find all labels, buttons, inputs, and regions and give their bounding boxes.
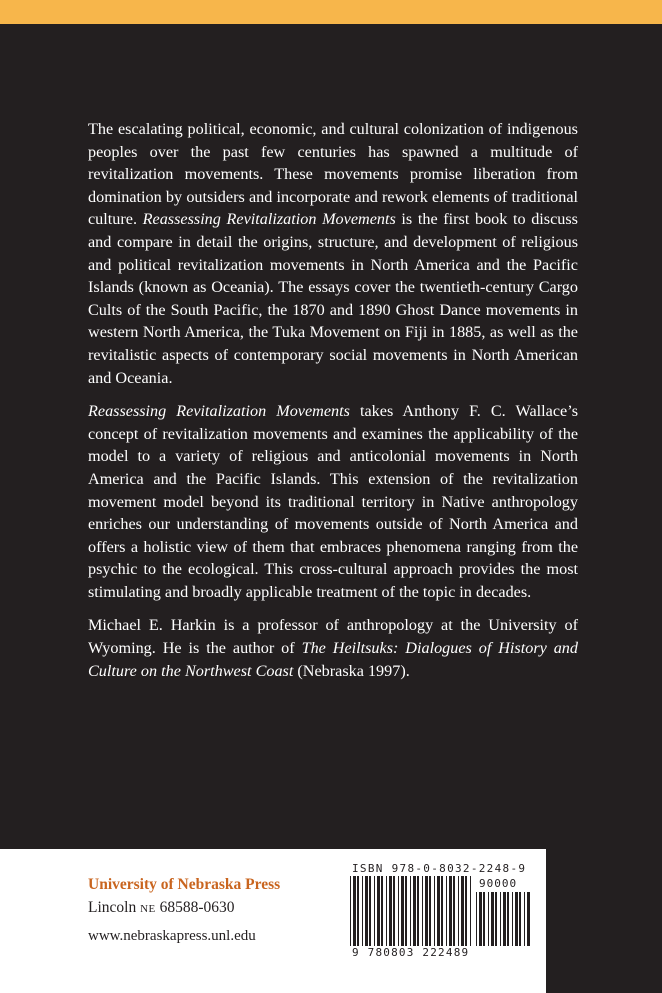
barcode-bar bbox=[410, 876, 411, 946]
publisher-zip: 68588-0630 bbox=[159, 899, 235, 916]
barcode-bar bbox=[527, 892, 530, 946]
text-run: The escalating political, economic, and cultural colonization of indigenous peoples over the past few centuries has spawned a multitude of revitalization movements. These movements promise liberation from domination by outsiders and incorporate and rework elements of traditional culture. bbox=[88, 120, 578, 229]
publisher-website: www.nebraskapress.unl.edu bbox=[88, 928, 256, 944]
back-cover-description bbox=[88, 118, 578, 693]
book-title-italic: Reassessing Revitalization Movements bbox=[142, 210, 396, 229]
barcode-bar bbox=[386, 876, 387, 946]
author-bio-paragraph bbox=[88, 614, 578, 682]
barcode-bar bbox=[500, 892, 501, 946]
barcode-bar bbox=[350, 876, 351, 946]
text-run: Michael E. Harkin is a professor of anthropology at the University of Wyoming. He is the author of bbox=[88, 616, 578, 658]
text-run: takes Anthony F. C. Wallace’s concept of revitalization movements and examines the applicability of the model to a variety of religious and anticolonial movements in North America and the Pacific Islands. This extension of the revitalization movement model beyond its traditional territory in Native anthropology enriches our understanding of movements outside of North America and offers a holistic view of them that embraces phenomena ranging from the psychic to the ecological. This cross-cultural approach provides the most stimulating and broadly applicable treatment of the topic in decades. bbox=[88, 402, 578, 601]
barcode-bar bbox=[491, 892, 494, 946]
publisher-address bbox=[88, 899, 235, 917]
barcode-bar bbox=[449, 876, 452, 946]
barcode-bar bbox=[519, 892, 521, 946]
barcode-bar bbox=[374, 876, 375, 946]
barcode-bar bbox=[437, 876, 440, 946]
barcode-bar bbox=[357, 876, 359, 946]
barcode-bar bbox=[446, 876, 447, 946]
ean-digits-label: 9 780803 222489 bbox=[352, 946, 470, 959]
barcode-bar bbox=[422, 876, 423, 946]
top-color-band bbox=[0, 0, 662, 24]
barcode-bar bbox=[461, 876, 464, 946]
barcode-bar bbox=[413, 876, 416, 946]
barcode-bar bbox=[362, 876, 363, 946]
book-title-italic: The Heiltsuks: Dialogues of History and Culture on the Northwest Coast bbox=[88, 639, 578, 680]
publisher-city: Lincoln bbox=[88, 899, 137, 916]
barcode-bar bbox=[483, 892, 485, 946]
barcode-bar bbox=[458, 876, 459, 946]
publisher-name: University of Nebraska Press bbox=[88, 876, 281, 893]
barcode-bar bbox=[488, 892, 489, 946]
barcode-bar bbox=[393, 876, 395, 946]
barcode-bar bbox=[479, 892, 482, 946]
barcode-bar bbox=[441, 876, 443, 946]
barcode-bar bbox=[405, 876, 407, 946]
barcode-bar bbox=[429, 876, 431, 946]
barcode-bar bbox=[369, 876, 371, 946]
price-code-label: 90000 bbox=[479, 877, 518, 890]
barcode-bar bbox=[389, 876, 392, 946]
ean-barcode-bars bbox=[350, 876, 474, 946]
barcode-bar bbox=[434, 876, 435, 946]
text-run: (Nebraska 1997). bbox=[293, 661, 410, 680]
barcode-bar bbox=[503, 892, 506, 946]
barcode-bar bbox=[353, 876, 356, 946]
book-title-italic: Reassessing Revitalization Movements bbox=[88, 402, 350, 421]
barcode-bar bbox=[512, 892, 513, 946]
barcode-bar bbox=[417, 876, 419, 946]
barcode-bar bbox=[377, 876, 380, 946]
barcode-bar bbox=[524, 892, 525, 946]
spine-strip bbox=[546, 849, 662, 993]
barcode-bar bbox=[401, 876, 404, 946]
barcode-bar bbox=[515, 892, 518, 946]
barcode-bar bbox=[381, 876, 383, 946]
description-paragraph-1 bbox=[88, 118, 578, 389]
barcode-bar bbox=[425, 876, 428, 946]
text-run: is the first book to discuss and compare in detail the origins, structure, and development of religious and political revitalization movements in North America and the Pacific Islands (known as Oceania). The essays cover the twentieth-century Cargo Cults of the South Pacific, the 1870 and 1890 Ghost Dance movements in western North America, the Tuka Movement on Fiji in 1885, as well as the revitalistic aspects of contemporary social movements in North American and Oceania. bbox=[88, 210, 578, 387]
barcode-bar bbox=[476, 892, 477, 946]
barcode-bar bbox=[398, 876, 399, 946]
isbn-barcode bbox=[346, 862, 536, 966]
publisher-state: NE bbox=[140, 903, 156, 915]
barcode-bar bbox=[365, 876, 368, 946]
barcode-bar bbox=[507, 892, 509, 946]
barcode-bar bbox=[465, 876, 467, 946]
isbn-label: ISBN 978-0-8032-2248-9 bbox=[352, 862, 527, 875]
barcode-bar bbox=[495, 892, 497, 946]
addon-barcode-bars bbox=[476, 892, 532, 946]
barcode-bar bbox=[470, 876, 471, 946]
barcode-bar bbox=[453, 876, 455, 946]
description-paragraph-2 bbox=[88, 400, 578, 603]
